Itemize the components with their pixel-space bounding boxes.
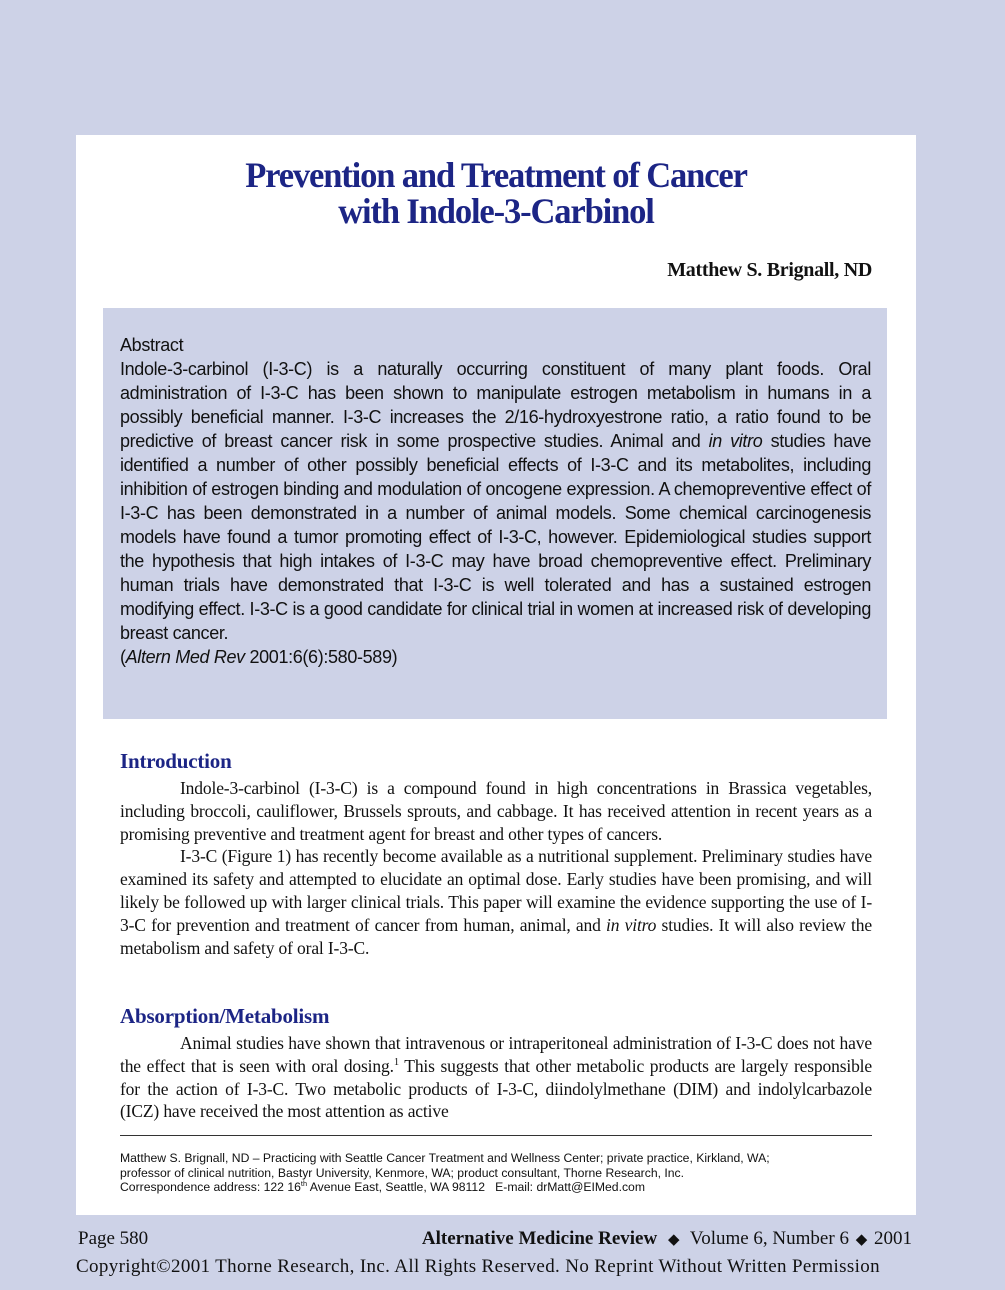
ordinal-superscript: th xyxy=(300,1178,308,1188)
title-line-2: with Indole-3-Carbinol xyxy=(338,191,654,231)
abstract-italic-term: in vitro xyxy=(708,431,763,451)
volume-info: Volume 6, Number 6 xyxy=(689,1228,849,1249)
section-heading-introduction: Introduction xyxy=(120,749,232,773)
abstract-text xyxy=(120,357,871,645)
author-byline: Matthew S. Brignall, ND xyxy=(667,259,872,281)
journal-info xyxy=(422,1228,912,1250)
paragraph-text: studies. It will also review the metabolism and safety of oral I-3-C. xyxy=(120,914,872,958)
citation-journal: Altern Med Rev xyxy=(125,647,245,667)
abstract-box xyxy=(103,308,887,719)
author-footnote xyxy=(120,1151,880,1195)
article-page xyxy=(76,135,916,1215)
abstract-text-part: studies have identified a number of other possibly beneficial effects of I-3-C and its metabolites, including inhibition of estrogen binding and modulation of oncogene expression. A chemopreventive effect of I-3-C has been demonstrated in a number of animal models. Some chemical carcinogenesis models have found a tumor promoting effect of I-3-C, however. Epidemiological studies support the hypothesis that high intakes of I-3-C may have broad chemopreventive effect. Preliminary human trials have demonstrated that I-3-C is well tolerated and has a sustained estrogen modifying effect. I-3-C is a good candidate for clinical trial in women at increased risk of developing breast cancer. xyxy=(120,431,871,643)
paragraph: Indole-3-carbinol (I-3-C) is a compound found in high concentrations in Brassica vegetables, including broccoli, cauliflower, Brussels sprouts, and cabbage. It has received attention in recent years as a promising preventive and treatment agent for breast and other types of cancers. xyxy=(120,778,872,844)
page-footer xyxy=(78,1228,912,1250)
citation-details: 2001:6(6):580-589) xyxy=(244,647,398,667)
page-number: Page 580 xyxy=(78,1228,149,1249)
article-title xyxy=(93,157,899,229)
abstract-heading: Abstract xyxy=(120,335,184,355)
copyright-notice: Copyright©2001 Thorne Research, Inc. All Rights Reserved. No Reprint Without Written Permission xyxy=(76,1256,880,1277)
paragraph xyxy=(120,1032,872,1123)
publication-year: 2001 xyxy=(874,1228,912,1249)
footnote-line: professor of clinical nutrition, Bastyr University, Kenmore, WA; product consultant, Thorne Research, Inc. xyxy=(120,1165,685,1180)
paragraph xyxy=(120,845,872,959)
paragraph-text: I-3-C (Figure 1) has recently become available as a nutritional supplement. Preliminary studies have examined its safety and attempted to elucidate an optimal dose. Early studies have been promising, and will likely be followed up with larger clinical trials. This paper will examine the evidence supporting the use of I-3-C for prevention and treatment of cancer from human, animal, and xyxy=(120,846,872,935)
footnote-text: Correspondence address: 122 16 xyxy=(120,1180,301,1194)
footnote-divider xyxy=(120,1135,872,1136)
abstract-citation xyxy=(120,645,871,669)
journal-name: Alternative Medicine Review xyxy=(421,1228,658,1249)
diamond-separator-icon: ◆ xyxy=(855,1232,868,1248)
footnote-text: Avenue East, Seattle, WA 98112 E-mail: drMatt@EIMed.com xyxy=(307,1180,645,1194)
footnote-line: Matthew S. Brignall, ND – Practicing with Seattle Cancer Treatment and Wellness Center; private practice, Kirkland, WA; xyxy=(120,1151,770,1165)
footnote-line xyxy=(120,1180,880,1195)
section-body-absorption-metabolism xyxy=(120,1032,872,1123)
reference-superscript[interactable]: 1 xyxy=(393,1056,399,1068)
section-heading-absorption-metabolism: Absorption/Metabolism xyxy=(120,1004,330,1028)
citation-paren: ( xyxy=(120,647,126,667)
title-line-1: Prevention and Treatment of Cancer xyxy=(245,155,747,195)
diamond-separator-icon: ◆ xyxy=(667,1232,680,1248)
paragraph-italic-term: in vitro xyxy=(606,914,657,935)
paragraph-text: Animal studies have shown that intravenous or intraperitoneal administration of I-3-C does not have the effect that is seen with oral dosing. xyxy=(120,1033,872,1076)
paragraph-text: This suggests that other metabolic products are largely responsible for the action of I-3-C. Two metabolic products of I-3-C, diindolylmethane (DIM) and indolylcarbazole (ICZ) have received the most attention as active xyxy=(120,1055,872,1122)
abstract-text-part: Indole-3-carbinol (I-3-C) is a naturally occurring constituent of many plant foods. Oral administration of I-3-C has been shown to manipulate estrogen metabolism in humans in a possibly beneficial manner. I-3-C increases the 2/16-hydroxyestrone ratio, a ratio found to be predictive of breast cancer risk in some prospective studies. Animal and xyxy=(120,359,871,451)
section-body-introduction xyxy=(120,777,872,959)
